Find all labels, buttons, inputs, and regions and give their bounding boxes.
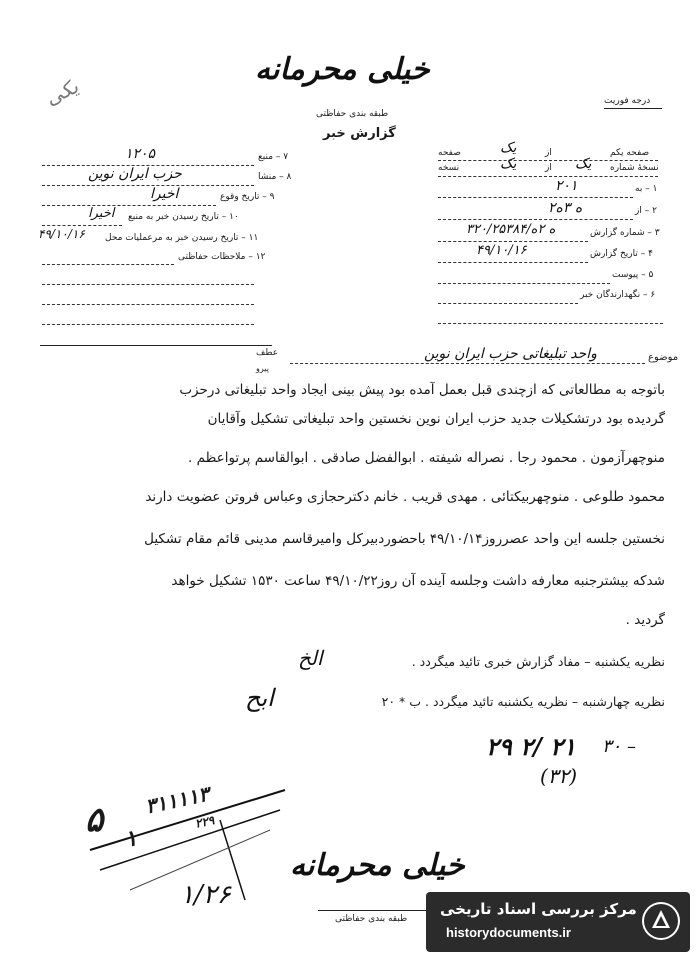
header-classification-label: طبقه بندی حفاظتی xyxy=(316,109,389,119)
report-number-label: ۳ – شماره گزارش xyxy=(590,228,660,238)
copy-label: نسخهٔ شماره xyxy=(610,163,659,173)
annotation-code-sub: (۳۲) xyxy=(540,764,578,788)
priority-label: درجه فوریت xyxy=(604,96,651,106)
report-date-label: ۴ – تاریخ گزارش xyxy=(590,249,653,259)
subject-label: موضوع xyxy=(648,352,679,363)
event-date-label: ۹ – تاریخ وقوع xyxy=(220,192,275,202)
body-line: محمود طلوعی . منوچهربیکتائی . مهدی قریب . خانم دکترحجازی وعباس فروتن عضویت دارند xyxy=(145,489,665,505)
copy-from: از xyxy=(545,163,552,173)
copy-total-value: یک xyxy=(500,156,517,172)
keepers-label: ۶ – نگهدارندگان خبر xyxy=(580,290,656,300)
origin-label: ۸ – منشا xyxy=(258,172,292,182)
report-number-value: ۳ه ۲ه/۲۰/۲۵۳۸۴ xyxy=(466,222,556,237)
annotation-code-prefix: ۳۰ – xyxy=(602,736,637,757)
body-line: شدکه بیشترجنبه معارفه داشت وجلسه آینده آن روز۴۹/۱۰/۲۲ ساعت ۱۵۳۰ تشکیل خواهد xyxy=(171,573,665,589)
subject-side-label-1: عطف xyxy=(256,348,279,358)
watermark-banner xyxy=(426,892,690,952)
source-value: ۱۲۰۵ xyxy=(125,146,156,162)
received-source-label: ۱۰ – تاریخ رسیدن خبر به منبع xyxy=(128,212,239,222)
margin-scribble: یکی xyxy=(41,74,82,110)
report-title: گزارش خبر xyxy=(323,126,396,141)
body-line: نخستین جلسه این واحد عصرروز۴۹/۱۰/۱۴ باحضوردبیرکل وامیرقاسم مدینی قائم مقام تشکیل xyxy=(144,531,665,547)
to-label: ۱ – به xyxy=(635,184,658,194)
page-unit: صفحه xyxy=(438,148,461,158)
stamp-side-number-2: ۱ xyxy=(121,824,140,854)
event-date-value: اخیرا xyxy=(150,186,179,202)
origin-value: حزب ایران نوین xyxy=(88,166,182,182)
from-label: ۲ – از xyxy=(635,206,657,216)
stamp-number: ۳۱۱۱۱۳ xyxy=(143,781,212,819)
received-source-value: اخیرا xyxy=(88,206,115,221)
body-line: باتوجه به مطالعاتی که ازچندی قبل بعمل آمده بود پیش بینی ایجاد واحد تبلیغاتی درحزب xyxy=(179,382,665,398)
watermark-url: historydocuments.ir xyxy=(446,925,571,940)
stamp-side-number: ۵ xyxy=(85,800,104,840)
stamp-sub: ۲۲۹ xyxy=(193,813,216,831)
copy-value: یک xyxy=(575,156,592,172)
watermark-title: مرکز بررسی اسناد تاریخی xyxy=(440,900,637,918)
bottom-handwritten-number: ۱/۲۶ xyxy=(180,880,231,910)
body-line: گردید . xyxy=(625,612,665,628)
opinion-sunday: نظریه یکشنبه – مفاد گزارش خبری تائید میگردد . xyxy=(411,654,665,669)
page-from: از xyxy=(545,148,552,158)
priority-line xyxy=(604,108,662,109)
notes-label: ۱۲ – ملاحظات حفاظتی xyxy=(178,252,266,262)
received-ops-value: ۴۹/۱۰/۱۶ xyxy=(38,227,85,241)
top-classification-handwritten: خیلی محرمانه xyxy=(255,52,430,87)
opinion-wednesday: نظریه چهارشنبه – نظریه یکشنبه تائید میگردد . ب * ۲۰ xyxy=(381,694,665,709)
opinion-wednesday-signature: ابح xyxy=(245,684,274,712)
annotation-code-line: ۲۹ ۲/ ۲۱ xyxy=(486,732,576,761)
attachment-label: ۵ – پیوست xyxy=(612,270,654,280)
copy-unit: نسخه xyxy=(438,163,460,173)
body-line: منوچهرآزمون . محمود رجا . نصراله شیفته . ابوالفضل صادقی . ابوالقاسم پرتواعظم . xyxy=(188,450,665,466)
subject-side-label-2: پیرو xyxy=(256,364,269,373)
subject-value: واحد تبلیغاتی حزب ایران نوین xyxy=(424,346,597,362)
page-total-value: یک xyxy=(500,140,517,156)
bottom-classification-handwritten: خیلی محرمانه xyxy=(290,848,465,883)
footer-classification-label: طبقه بندی حفاظتی xyxy=(335,914,408,924)
source-label: ۷ – منبع xyxy=(258,152,289,162)
opinion-sunday-signature: الخ xyxy=(298,646,323,670)
report-date-value: ۴۹/۱۰/۱۶ xyxy=(476,243,527,258)
received-ops-label: ۱۱ – تاریخ رسیدن خبر به مرعملیات محل xyxy=(105,233,259,243)
body-line: گردیده بود درتشکیلات جدید حزب ایران نوین نخستین واحد تبلیغاتی تشکیل وآقایان xyxy=(207,411,665,427)
from-value: ۲ه ۳ه xyxy=(548,200,583,216)
to-value: ۲۰۱ xyxy=(555,178,578,194)
subject-divider-left xyxy=(40,345,272,346)
footer-line xyxy=(318,910,433,911)
watermark-logo-icon xyxy=(642,902,680,940)
page-label: صفحه یکم xyxy=(610,148,650,158)
